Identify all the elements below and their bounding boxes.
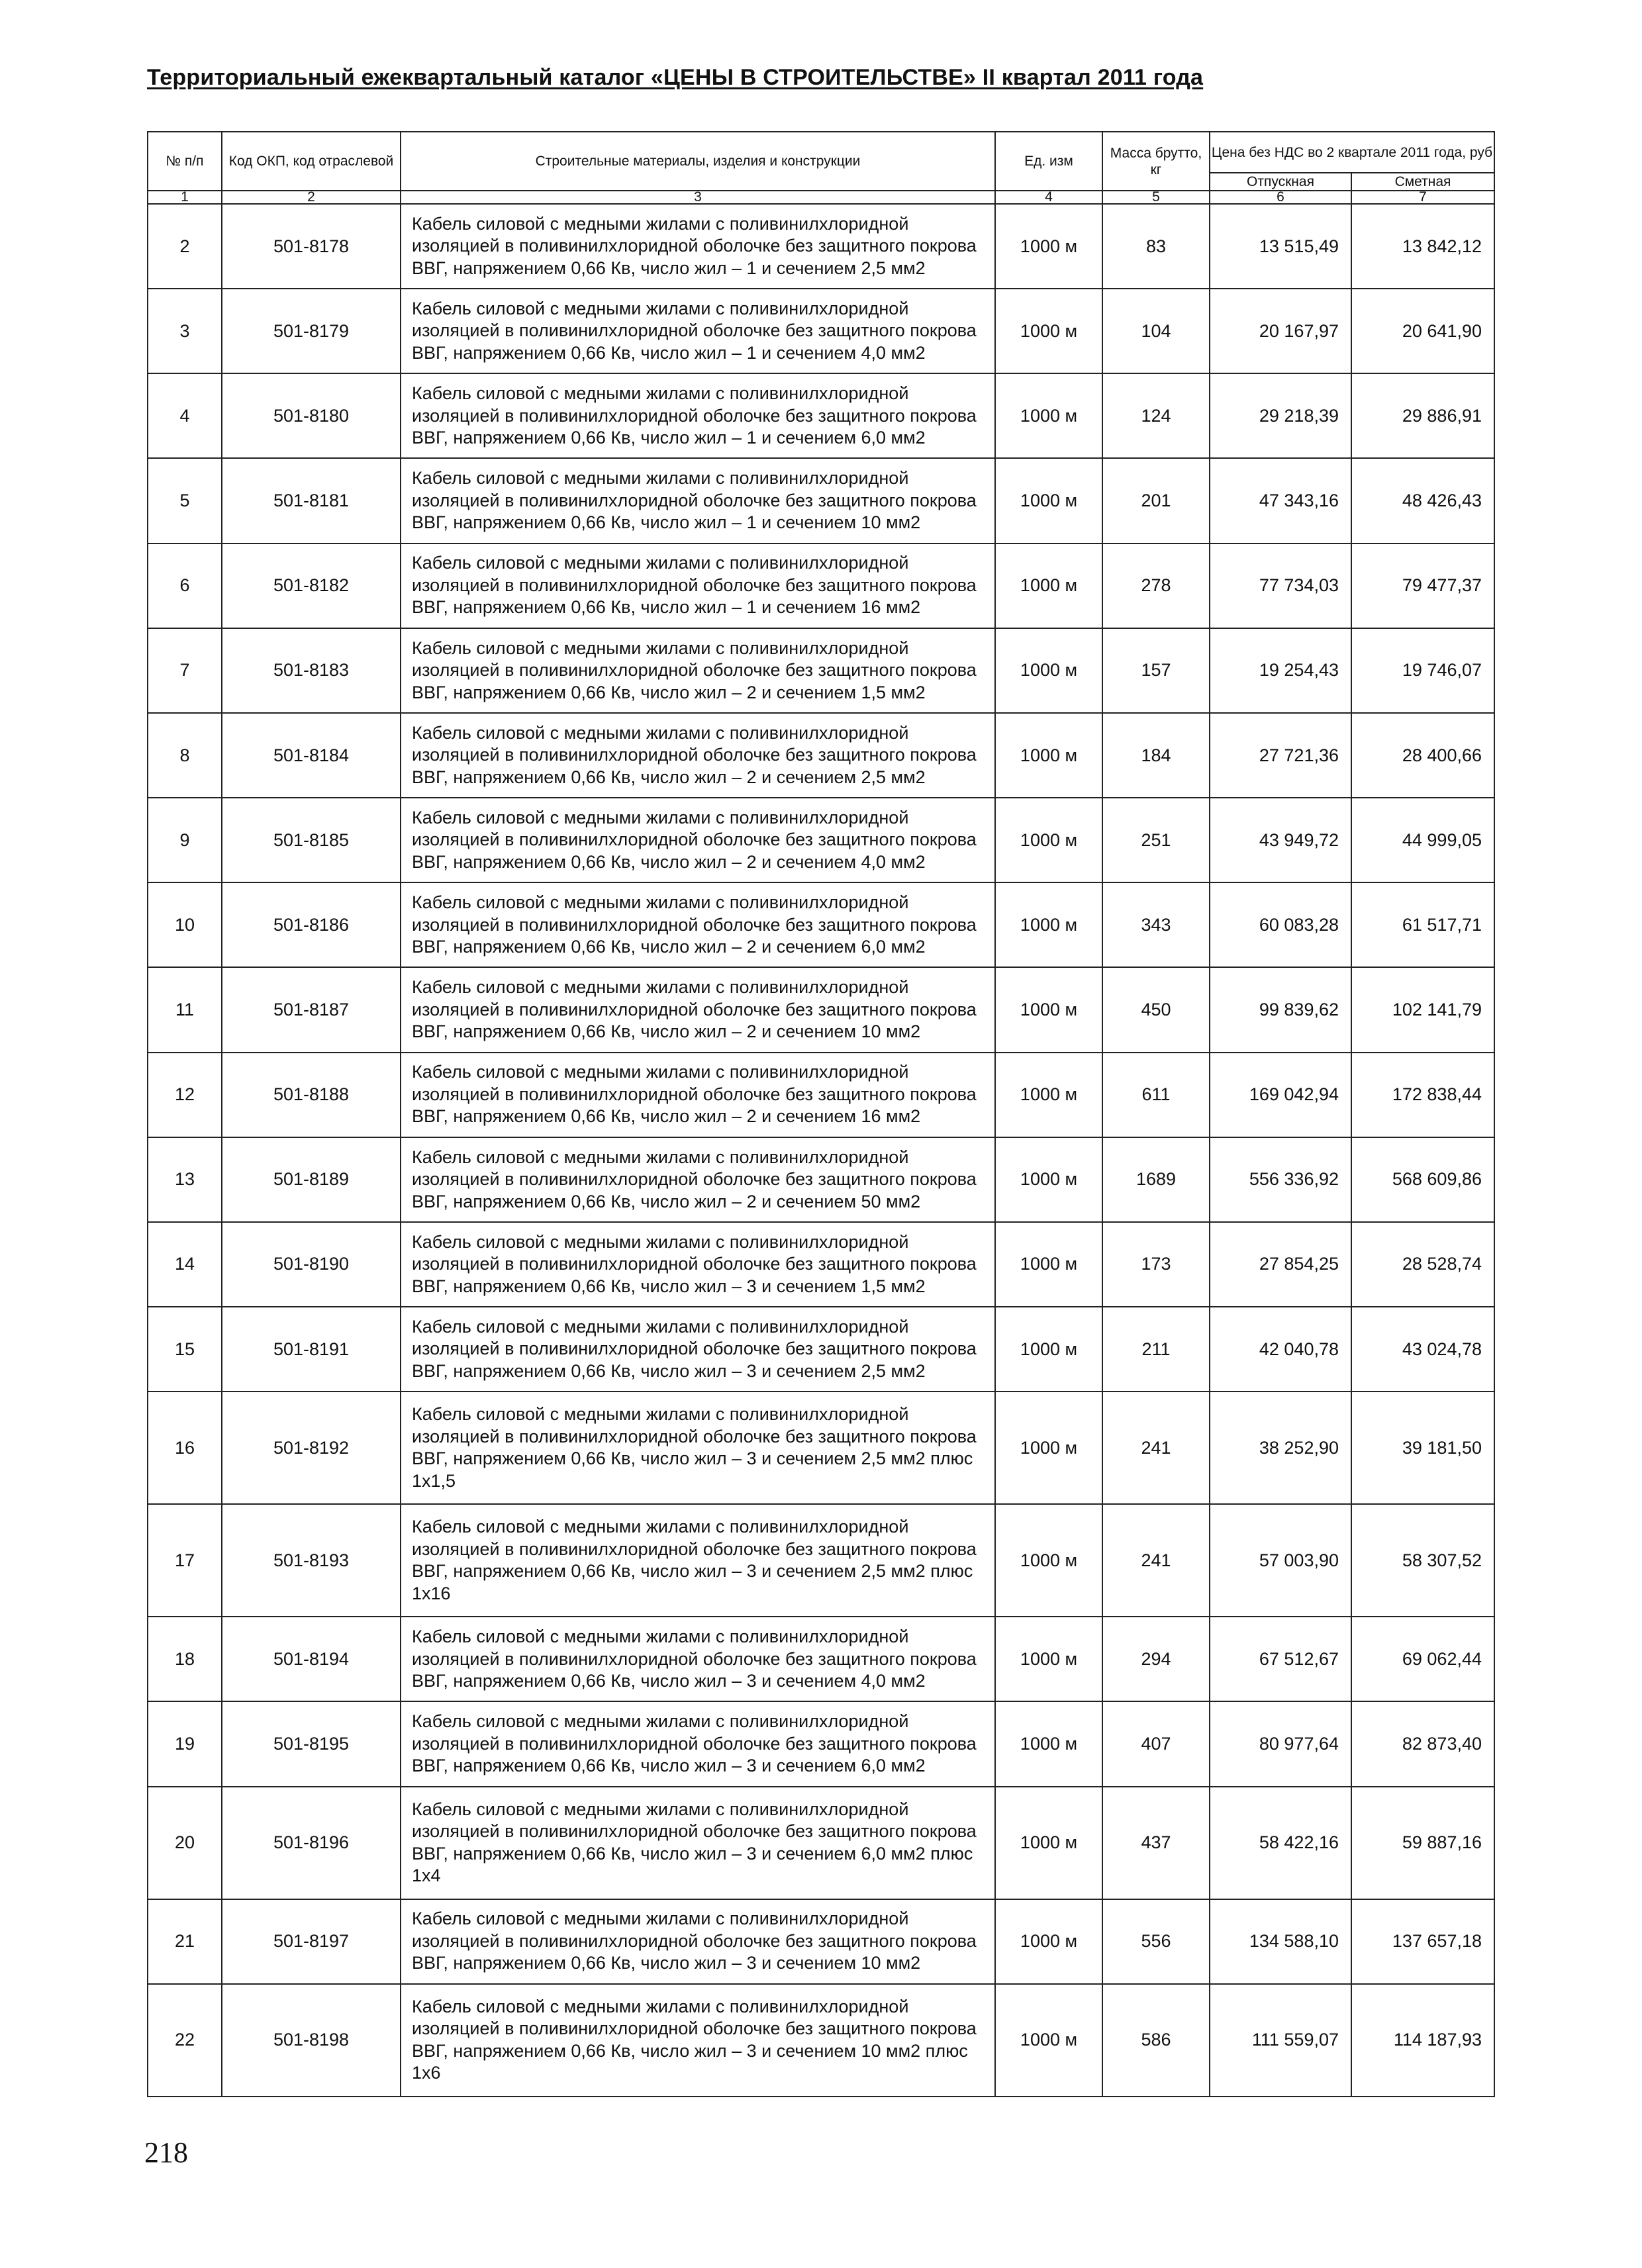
price-table — [147, 131, 1495, 2097]
row-price-release: 67 512,67 — [1210, 1617, 1351, 1701]
row-code: 501-8196 — [222, 1787, 401, 1899]
row-number: 22 — [148, 1984, 222, 2097]
row-unit: 1000 м — [995, 1504, 1102, 1617]
row-description: Кабель силовой с медными жилами с поливинилхлоридной изоляцией в поливинилхлоридной оболочке без защитного покрова ВВГ, напряжением 0,66 Кв, число жил – 3 и сечением 10 мм2 — [401, 1899, 995, 1984]
row-price-estimate: 48 426,43 — [1351, 458, 1494, 543]
row-unit: 1000 м — [995, 713, 1102, 798]
header-price-release: Отпускная — [1210, 173, 1351, 191]
row-description: Кабель силовой с медными жилами с поливинилхлоридной изоляцией в поливинилхлоридной оболочке без защитного покрова ВВГ, напряжением 0,66 Кв, число жил – 3 и сечением 10 мм2 плюс 1х6 — [401, 1984, 995, 2097]
row-description: Кабель силовой с медными жилами с поливинилхлоридной изоляцией в поливинилхлоридной оболочке без защитного покрова ВВГ, напряжением 0,66 Кв, число жил – 3 и сечением 6,0 мм2 — [401, 1701, 995, 1786]
row-number: 9 — [148, 798, 222, 882]
row-unit: 1000 м — [995, 1787, 1102, 1899]
row-number: 14 — [148, 1222, 222, 1307]
table-row — [148, 1899, 1494, 1984]
row-price-release: 111 559,07 — [1210, 1984, 1351, 2097]
row-description: Кабель силовой с медными жилами с поливинилхлоридной изоляцией в поливинилхлоридной оболочке без защитного покрова ВВГ, напряжением 0,66 Кв, число жил – 2 и сечением 16 мм2 — [401, 1053, 995, 1137]
row-number: 21 — [148, 1899, 222, 1984]
row-price-release: 57 003,90 — [1210, 1504, 1351, 1617]
row-price-estimate: 39 181,50 — [1351, 1392, 1494, 1504]
row-price-release: 42 040,78 — [1210, 1307, 1351, 1392]
row-price-release: 169 042,94 — [1210, 1053, 1351, 1137]
row-price-release: 27 854,25 — [1210, 1222, 1351, 1307]
table-body — [148, 204, 1494, 2097]
row-price-estimate: 172 838,44 — [1351, 1053, 1494, 1137]
row-description: Кабель силовой с медными жилами с поливинилхлоридной изоляцией в поливинилхлоридной оболочке без защитного покрова ВВГ, напряжением 0,66 Кв, число жил – 2 и сечением 50 мм2 — [401, 1137, 995, 1222]
column-number: 6 — [1210, 191, 1351, 204]
row-number: 3 — [148, 289, 222, 373]
row-description: Кабель силовой с медными жилами с поливинилхлоридной изоляцией в поливинилхлоридной оболочке без защитного покрова ВВГ, напряжением 0,66 Кв, число жил – 2 и сечением 2,5 мм2 — [401, 713, 995, 798]
row-unit: 1000 м — [995, 628, 1102, 713]
row-code: 501-8198 — [222, 1984, 401, 2097]
row-mass: 104 — [1102, 289, 1210, 373]
row-unit: 1000 м — [995, 373, 1102, 458]
row-mass: 241 — [1102, 1504, 1210, 1617]
row-code: 501-8190 — [222, 1222, 401, 1307]
row-price-release: 43 949,72 — [1210, 798, 1351, 882]
row-number: 15 — [148, 1307, 222, 1392]
header-price-estimate: Сметная — [1351, 173, 1494, 191]
row-mass: 611 — [1102, 1053, 1210, 1137]
row-mass: 556 — [1102, 1899, 1210, 1984]
row-price-estimate: 59 887,16 — [1351, 1787, 1494, 1899]
row-price-estimate: 114 187,93 — [1351, 1984, 1494, 2097]
header-num: № п/п — [148, 132, 222, 191]
row-code: 501-8187 — [222, 967, 401, 1052]
row-code: 501-8193 — [222, 1504, 401, 1617]
row-code: 501-8183 — [222, 628, 401, 713]
row-mass: 278 — [1102, 543, 1210, 628]
row-unit: 1000 м — [995, 458, 1102, 543]
row-price-estimate: 28 400,66 — [1351, 713, 1494, 798]
row-mass: 157 — [1102, 628, 1210, 713]
column-number: 1 — [148, 191, 222, 204]
row-price-estimate: 28 528,74 — [1351, 1222, 1494, 1307]
row-unit: 1000 м — [995, 543, 1102, 628]
table-row — [148, 882, 1494, 967]
header-price-group: Цена без НДС во 2 квартале 2011 года, руб — [1210, 132, 1494, 173]
row-number: 11 — [148, 967, 222, 1052]
row-number: 7 — [148, 628, 222, 713]
row-price-estimate: 82 873,40 — [1351, 1701, 1494, 1786]
row-price-estimate: 13 842,12 — [1351, 204, 1494, 289]
row-unit: 1000 м — [995, 1984, 1102, 2097]
page-number: 218 — [144, 2136, 188, 2169]
header-mass: Масса брутто, кг — [1102, 132, 1210, 191]
row-description: Кабель силовой с медными жилами с поливинилхлоридной изоляцией в поливинилхлоридной оболочке без защитного покрова ВВГ, напряжением 0,66 Кв, число жил – 1 и сечением 10 мм2 — [401, 458, 995, 543]
column-number-row — [148, 191, 1494, 204]
row-mass: 83 — [1102, 204, 1210, 289]
row-number: 18 — [148, 1617, 222, 1701]
row-price-release: 47 343,16 — [1210, 458, 1351, 543]
row-description: Кабель силовой с медными жилами с поливинилхлоридной изоляцией в поливинилхлоридной оболочке без защитного покрова ВВГ, напряжением 0,66 Кв, число жил – 2 и сечением 4,0 мм2 — [401, 798, 995, 882]
table-row — [148, 967, 1494, 1052]
row-code: 501-8178 — [222, 204, 401, 289]
header-name: Строительные материалы, изделия и конструкции — [401, 132, 995, 191]
row-description: Кабель силовой с медными жилами с поливинилхлоридной изоляцией в поливинилхлоридной оболочке без защитного покрова ВВГ, напряжением 0,66 Кв, число жил – 2 и сечением 6,0 мм2 — [401, 882, 995, 967]
row-number: 19 — [148, 1701, 222, 1786]
row-unit: 1000 м — [995, 967, 1102, 1052]
row-number: 12 — [148, 1053, 222, 1137]
row-description: Кабель силовой с медными жилами с поливинилхлоридной изоляцией в поливинилхлоридной оболочке без защитного покрова ВВГ, напряжением 0,66 Кв, число жил – 2 и сечением 10 мм2 — [401, 967, 995, 1052]
row-code: 501-8184 — [222, 713, 401, 798]
row-price-release: 58 422,16 — [1210, 1787, 1351, 1899]
table-row — [148, 458, 1494, 543]
table-row — [148, 1137, 1494, 1222]
column-number: 7 — [1351, 191, 1494, 204]
table-row — [148, 1307, 1494, 1392]
row-code: 501-8197 — [222, 1899, 401, 1984]
table-row — [148, 1222, 1494, 1307]
row-price-estimate: 29 886,91 — [1351, 373, 1494, 458]
row-mass: 201 — [1102, 458, 1210, 543]
row-mass: 450 — [1102, 967, 1210, 1052]
table-row — [148, 204, 1494, 289]
row-price-estimate: 102 141,79 — [1351, 967, 1494, 1052]
row-code: 501-8191 — [222, 1307, 401, 1392]
row-unit: 1000 м — [995, 289, 1102, 373]
row-description: Кабель силовой с медными жилами с поливинилхлоридной изоляцией в поливинилхлоридной оболочке без защитного покрова ВВГ, напряжением 0,66 Кв, число жил – 1 и сечением 6,0 мм2 — [401, 373, 995, 458]
row-number: 8 — [148, 713, 222, 798]
row-code: 501-8181 — [222, 458, 401, 543]
row-description: Кабель силовой с медными жилами с поливинилхлоридной изоляцией в поливинилхлоридной оболочке без защитного покрова ВВГ, напряжением 0,66 Кв, число жил – 1 и сечением 4,0 мм2 — [401, 289, 995, 373]
row-price-release: 99 839,62 — [1210, 967, 1351, 1052]
row-price-release: 134 588,10 — [1210, 1899, 1351, 1984]
row-price-estimate: 19 746,07 — [1351, 628, 1494, 713]
table-row — [148, 1504, 1494, 1617]
row-number: 10 — [148, 882, 222, 967]
row-number: 17 — [148, 1504, 222, 1617]
row-price-release: 77 734,03 — [1210, 543, 1351, 628]
row-price-release: 19 254,43 — [1210, 628, 1351, 713]
row-mass: 407 — [1102, 1701, 1210, 1786]
row-price-release: 13 515,49 — [1210, 204, 1351, 289]
row-unit: 1000 м — [995, 1137, 1102, 1222]
column-number: 5 — [1102, 191, 1210, 204]
table-row — [148, 1392, 1494, 1504]
table-row — [148, 1701, 1494, 1786]
row-price-release: 38 252,90 — [1210, 1392, 1351, 1504]
row-price-release: 29 218,39 — [1210, 373, 1351, 458]
row-unit: 1000 м — [995, 1392, 1102, 1504]
row-description: Кабель силовой с медными жилами с поливинилхлоридной изоляцией в поливинилхлоридной оболочке без защитного покрова ВВГ, напряжением 0,66 Кв, число жил – 3 и сечением 1,5 мм2 — [401, 1222, 995, 1307]
row-description: Кабель силовой с медными жилами с поливинилхлоридной изоляцией в поливинилхлоридной оболочке без защитного покрова ВВГ, напряжением 0,66 Кв, число жил – 1 и сечением 16 мм2 — [401, 543, 995, 628]
row-description: Кабель силовой с медными жилами с поливинилхлоридной изоляцией в поливинилхлоридной оболочке без защитного покрова ВВГ, напряжением 0,66 Кв, число жил – 3 и сечением 2,5 мм2 — [401, 1307, 995, 1392]
row-code: 501-8194 — [222, 1617, 401, 1701]
row-price-release: 60 083,28 — [1210, 882, 1351, 967]
row-mass: 343 — [1102, 882, 1210, 967]
header-code: Код ОКП, код отраслевой — [222, 132, 401, 191]
table-row — [148, 1787, 1494, 1899]
row-unit: 1000 м — [995, 798, 1102, 882]
row-number: 6 — [148, 543, 222, 628]
row-description: Кабель силовой с медными жилами с поливинилхлоридной изоляцией в поливинилхлоридной оболочке без защитного покрова ВВГ, напряжением 0,66 Кв, число жил – 3 и сечением 4,0 мм2 — [401, 1617, 995, 1701]
row-mass: 294 — [1102, 1617, 1210, 1701]
row-unit: 1000 м — [995, 1307, 1102, 1392]
row-mass: 251 — [1102, 798, 1210, 882]
table-row — [148, 373, 1494, 458]
row-unit: 1000 м — [995, 1701, 1102, 1786]
row-price-estimate: 20 641,90 — [1351, 289, 1494, 373]
row-mass: 184 — [1102, 713, 1210, 798]
row-unit: 1000 м — [995, 1899, 1102, 1984]
document-header: Территориальный ежеквартальный каталог «ЦЕНЫ В СТРОИТЕЛЬСТВЕ» II квартал 2011 года — [147, 65, 1204, 90]
row-mass: 437 — [1102, 1787, 1210, 1899]
row-mass: 124 — [1102, 373, 1210, 458]
row-number: 5 — [148, 458, 222, 543]
row-price-release: 20 167,97 — [1210, 289, 1351, 373]
row-code: 501-8179 — [222, 289, 401, 373]
row-price-estimate: 137 657,18 — [1351, 1899, 1494, 1984]
table-row — [148, 1984, 1494, 2097]
row-unit: 1000 м — [995, 1617, 1102, 1701]
row-price-estimate: 43 024,78 — [1351, 1307, 1494, 1392]
row-code: 501-8189 — [222, 1137, 401, 1222]
table-row — [148, 798, 1494, 882]
row-description: Кабель силовой с медными жилами с поливинилхлоридной изоляцией в поливинилхлоридной оболочке без защитного покрова ВВГ, напряжением 0,66 Кв, число жил – 3 и сечением 2,5 мм2 плюс 1х1,5 — [401, 1392, 995, 1504]
row-mass: 586 — [1102, 1984, 1210, 2097]
row-mass: 211 — [1102, 1307, 1210, 1392]
table-row — [148, 713, 1494, 798]
row-unit: 1000 м — [995, 1053, 1102, 1137]
row-mass: 241 — [1102, 1392, 1210, 1504]
row-code: 501-8182 — [222, 543, 401, 628]
table-row — [148, 1053, 1494, 1137]
column-number: 3 — [401, 191, 995, 204]
row-mass: 1689 — [1102, 1137, 1210, 1222]
row-number: 2 — [148, 204, 222, 289]
row-code: 501-8195 — [222, 1701, 401, 1786]
row-code: 501-8180 — [222, 373, 401, 458]
row-description: Кабель силовой с медными жилами с поливинилхлоридной изоляцией в поливинилхлоридной оболочке без защитного покрова ВВГ, напряжением 0,66 Кв, число жил – 2 и сечением 1,5 мм2 — [401, 628, 995, 713]
row-number: 13 — [148, 1137, 222, 1222]
row-number: 20 — [148, 1787, 222, 1899]
table-row — [148, 1617, 1494, 1701]
row-unit: 1000 м — [995, 882, 1102, 967]
row-code: 501-8188 — [222, 1053, 401, 1137]
row-price-estimate: 61 517,71 — [1351, 882, 1494, 967]
header-row — [148, 132, 1494, 173]
table-row — [148, 543, 1494, 628]
column-number: 2 — [222, 191, 401, 204]
row-price-estimate: 44 999,05 — [1351, 798, 1494, 882]
header-unit: Ед. изм — [995, 132, 1102, 191]
row-unit: 1000 м — [995, 1222, 1102, 1307]
row-price-estimate: 568 609,86 — [1351, 1137, 1494, 1222]
row-mass: 173 — [1102, 1222, 1210, 1307]
row-price-release: 556 336,92 — [1210, 1137, 1351, 1222]
row-description: Кабель силовой с медными жилами с поливинилхлоридной изоляцией в поливинилхлоридной оболочке без защитного покрова ВВГ, напряжением 0,66 Кв, число жил – 3 и сечением 6,0 мм2 плюс 1х4 — [401, 1787, 995, 1899]
row-description: Кабель силовой с медными жилами с поливинилхлоридной изоляцией в поливинилхлоридной оболочке без защитного покрова ВВГ, напряжением 0,66 Кв, число жил – 1 и сечением 2,5 мм2 — [401, 204, 995, 289]
row-price-estimate: 79 477,37 — [1351, 543, 1494, 628]
column-number: 4 — [995, 191, 1102, 204]
row-number: 16 — [148, 1392, 222, 1504]
row-price-release: 27 721,36 — [1210, 713, 1351, 798]
row-description: Кабель силовой с медными жилами с поливинилхлоридной изоляцией в поливинилхлоридной оболочке без защитного покрова ВВГ, напряжением 0,66 Кв, число жил – 3 и сечением 2,5 мм2 плюс 1х16 — [401, 1504, 995, 1617]
row-price-estimate: 58 307,52 — [1351, 1504, 1494, 1617]
row-code: 501-8192 — [222, 1392, 401, 1504]
row-code: 501-8186 — [222, 882, 401, 967]
row-price-release: 80 977,64 — [1210, 1701, 1351, 1786]
row-price-estimate: 69 062,44 — [1351, 1617, 1494, 1701]
table-row — [148, 289, 1494, 373]
table-row — [148, 628, 1494, 713]
row-number: 4 — [148, 373, 222, 458]
row-unit: 1000 м — [995, 204, 1102, 289]
row-code: 501-8185 — [222, 798, 401, 882]
